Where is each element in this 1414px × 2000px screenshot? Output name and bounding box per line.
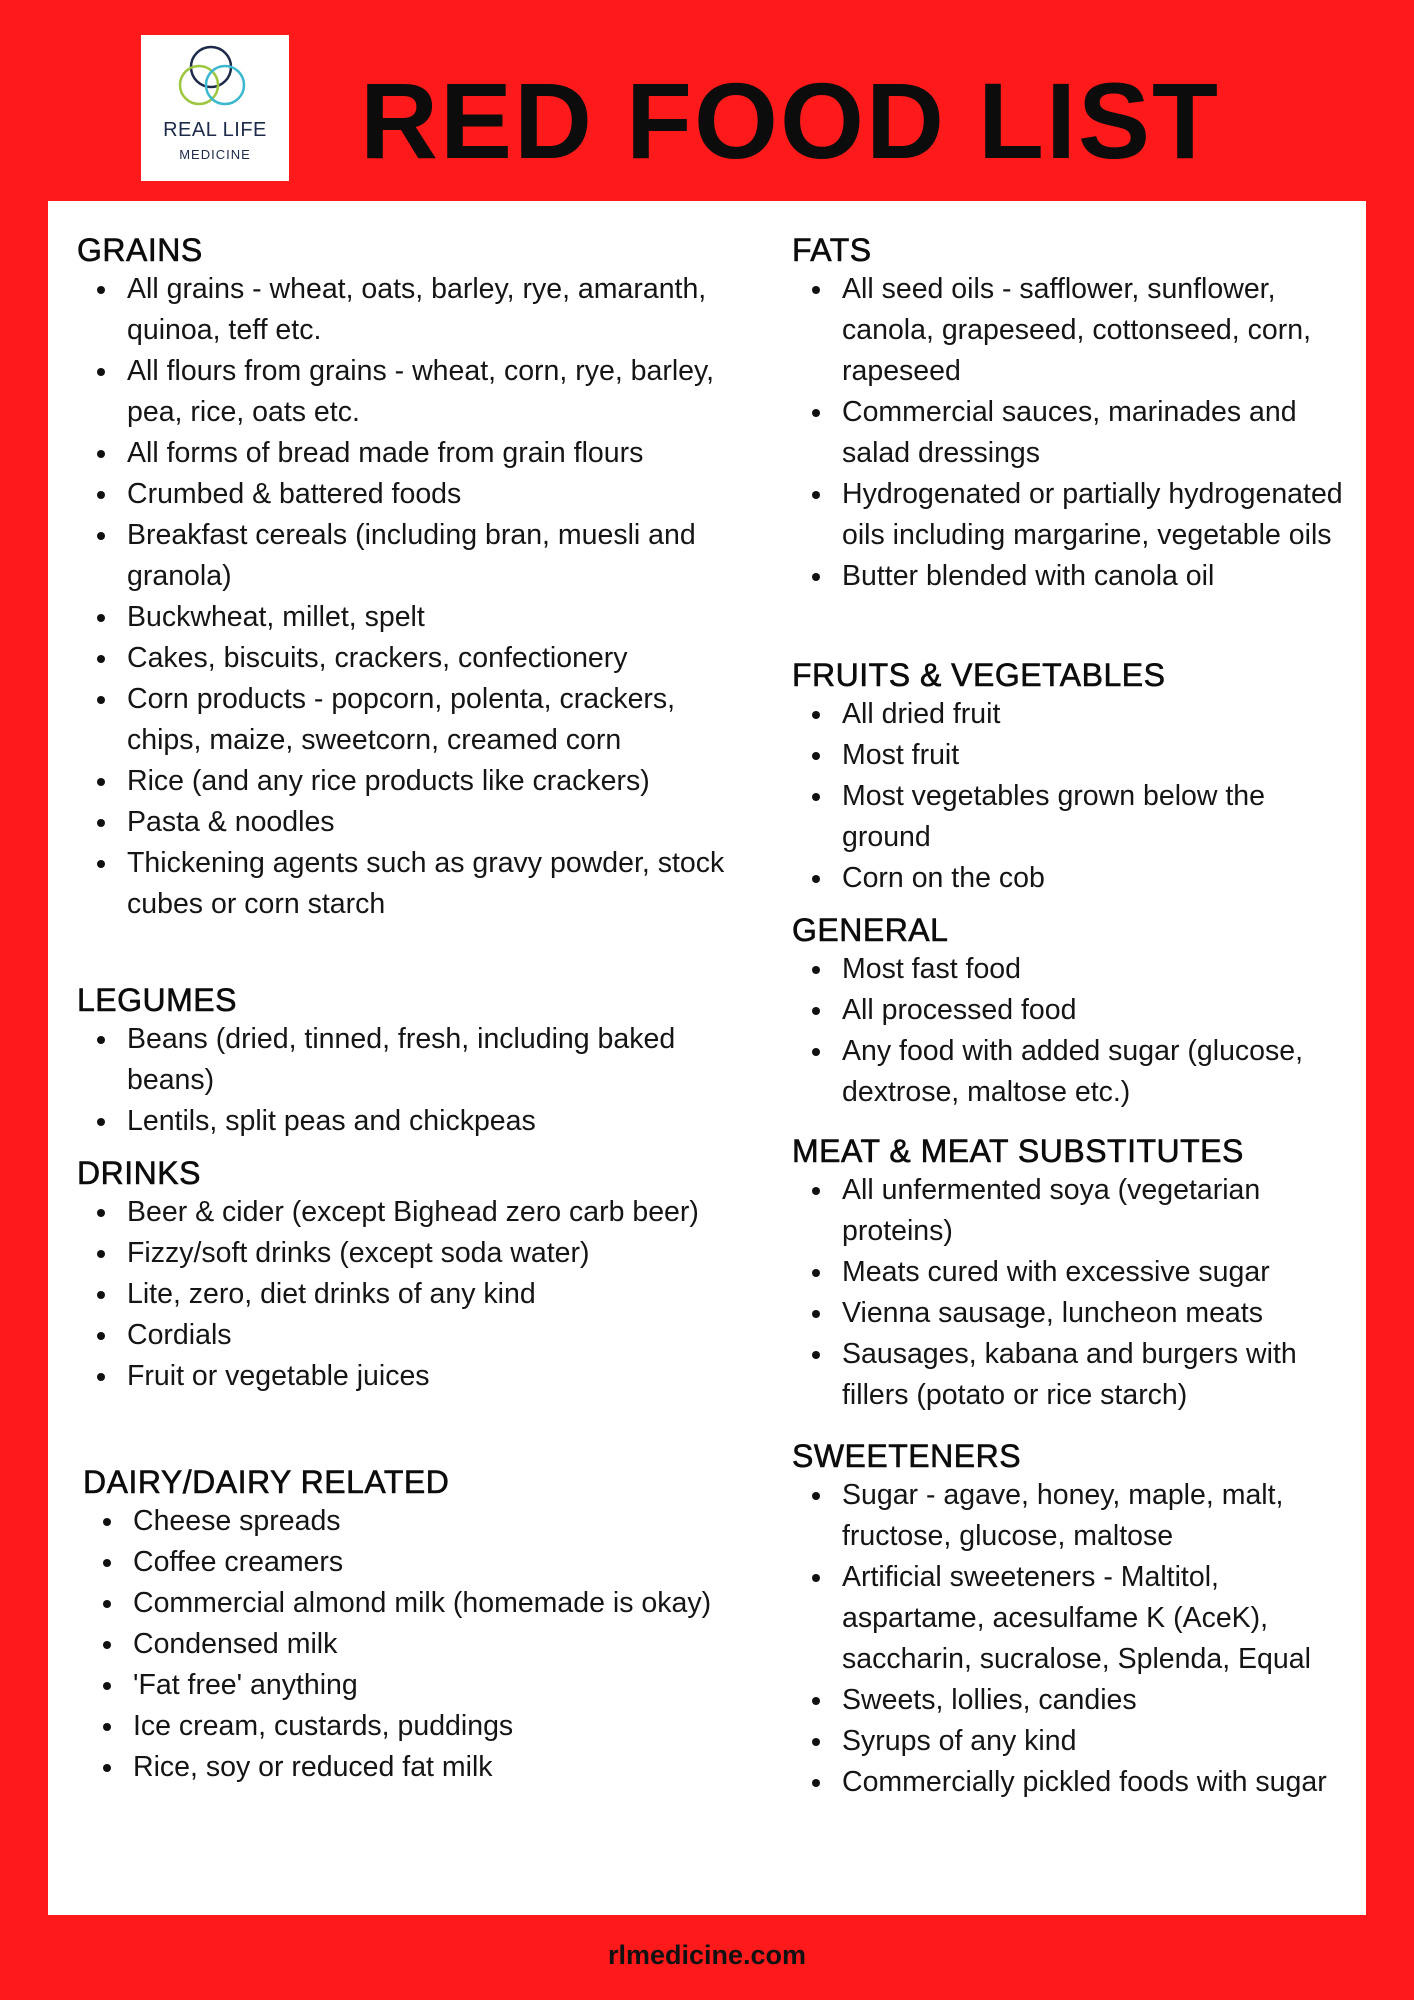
section-general bbox=[792, 912, 1360, 1113]
list-item: Ice cream, custards, puddings bbox=[83, 1706, 763, 1747]
list-item: Rice (and any rice products like crackers) bbox=[77, 761, 757, 802]
section-grains bbox=[77, 232, 757, 925]
list-item: All forms of bread made from grain flours bbox=[77, 433, 757, 474]
section-fats bbox=[792, 232, 1360, 597]
section-heading: LEGUMES bbox=[77, 982, 237, 1018]
section-heading: GRAINS bbox=[77, 232, 203, 268]
list-item: Buckwheat, millet, spelt bbox=[77, 597, 757, 638]
list-item: Sausages, kabana and burgers with fillers (potato or rice starch) bbox=[792, 1334, 1360, 1416]
rings-logo-icon bbox=[141, 35, 289, 119]
list-item: Crumbed & battered foods bbox=[77, 474, 757, 515]
logo-line2: MEDICINE bbox=[179, 147, 251, 162]
section-fruits-vegetables bbox=[792, 657, 1360, 899]
item-list bbox=[792, 1475, 1360, 1803]
list-item: Lite, zero, diet drinks of any kind bbox=[77, 1274, 757, 1315]
list-item: All processed food bbox=[792, 990, 1360, 1031]
list-item: Most fruit bbox=[792, 735, 1360, 776]
item-list bbox=[792, 694, 1360, 899]
list-item: Beer & cider (except Bighead zero carb beer) bbox=[77, 1192, 757, 1233]
list-item: Commercial almond milk (homemade is okay) bbox=[83, 1583, 763, 1624]
list-item: Commercial sauces, marinades and salad dressings bbox=[792, 392, 1360, 474]
page-title: RED FOOD LIST bbox=[360, 60, 1220, 181]
list-item: Breakfast cereals (including bran, muesli and granola) bbox=[77, 515, 757, 597]
section-heading: GENERAL bbox=[792, 912, 949, 948]
section-legumes bbox=[77, 982, 757, 1142]
list-item: All unfermented soya (vegetarian proteins) bbox=[792, 1170, 1360, 1252]
section-heading: DAIRY/DAIRY RELATED bbox=[83, 1464, 450, 1500]
list-item: Fizzy/soft drinks (except soda water) bbox=[77, 1233, 757, 1274]
list-item: Cheese spreads bbox=[83, 1501, 763, 1542]
item-list bbox=[792, 949, 1360, 1113]
section-heading: MEAT & MEAT SUBSTITUTES bbox=[792, 1133, 1244, 1169]
list-item: Sugar - agave, honey, maple, malt, fructose, glucose, maltose bbox=[792, 1475, 1360, 1557]
list-item: Any food with added sugar (glucose, dextrose, maltose etc.) bbox=[792, 1031, 1360, 1113]
list-item: Pasta & noodles bbox=[77, 802, 757, 843]
list-item: Beans (dried, tinned, fresh, including baked beans) bbox=[77, 1019, 757, 1101]
list-item: 'Fat free' anything bbox=[83, 1665, 763, 1706]
list-item: Rice, soy or reduced fat milk bbox=[83, 1747, 763, 1788]
list-item: Vienna sausage, luncheon meats bbox=[792, 1293, 1360, 1334]
list-item: Condensed milk bbox=[83, 1624, 763, 1665]
section-drinks bbox=[77, 1155, 757, 1397]
list-item: Cakes, biscuits, crackers, confectionery bbox=[77, 638, 757, 679]
section-dairy bbox=[83, 1464, 763, 1788]
logo-line1: REAL LIFE bbox=[163, 119, 267, 141]
list-item: Fruit or vegetable juices bbox=[77, 1356, 757, 1397]
list-item: Most fast food bbox=[792, 949, 1360, 990]
item-list bbox=[792, 1170, 1360, 1416]
footer-website[interactable]: rlmedicine.com bbox=[607, 1940, 807, 1970]
section-heading: DRINKS bbox=[77, 1155, 201, 1191]
section-meat bbox=[792, 1133, 1360, 1416]
list-item: Thickening agents such as gravy powder, stock cubes or corn starch bbox=[77, 843, 757, 925]
section-sweeteners bbox=[792, 1438, 1360, 1803]
section-heading: FRUITS & VEGETABLES bbox=[792, 657, 1166, 693]
section-heading: SWEETENERS bbox=[792, 1438, 1022, 1474]
list-item: All dried fruit bbox=[792, 694, 1360, 735]
list-item: Syrups of any kind bbox=[792, 1721, 1360, 1762]
item-list bbox=[83, 1501, 763, 1788]
list-item: Corn products - popcorn, polenta, crackers, chips, maize, sweetcorn, creamed corn bbox=[77, 679, 757, 761]
list-item: All flours from grains - wheat, corn, rye, barley, pea, rice, oats etc. bbox=[77, 351, 757, 433]
list-item: Coffee creamers bbox=[83, 1542, 763, 1583]
list-item: All grains - wheat, oats, barley, rye, amaranth, quinoa, teff etc. bbox=[77, 269, 757, 351]
list-item: Corn on the cob bbox=[792, 858, 1360, 899]
list-item: Hydrogenated or partially hydrogenated oils including margarine, vegetable oils bbox=[792, 474, 1360, 556]
item-list bbox=[792, 269, 1360, 597]
list-item: Most vegetables grown below the ground bbox=[792, 776, 1360, 858]
item-list bbox=[77, 1019, 757, 1142]
list-item: Commercially pickled foods with sugar bbox=[792, 1762, 1360, 1803]
list-item: Cordials bbox=[77, 1315, 757, 1356]
item-list bbox=[77, 1192, 757, 1397]
list-item: Sweets, lollies, candies bbox=[792, 1680, 1360, 1721]
item-list bbox=[77, 269, 757, 925]
list-item: Butter blended with canola oil bbox=[792, 556, 1360, 597]
list-item: Meats cured with excessive sugar bbox=[792, 1252, 1360, 1293]
real-life-medicine-logo bbox=[141, 35, 289, 181]
list-item: Artificial sweeteners - Maltitol, aspartame, acesulfame K (AceK), saccharin, sucralose, Splenda, Equal bbox=[792, 1557, 1360, 1680]
list-item: All seed oils - safflower, sunflower, canola, grapeseed, cottonseed, corn, rapeseed bbox=[792, 269, 1360, 392]
list-item: Lentils, split peas and chickpeas bbox=[77, 1101, 757, 1142]
section-heading: FATS bbox=[792, 232, 872, 268]
